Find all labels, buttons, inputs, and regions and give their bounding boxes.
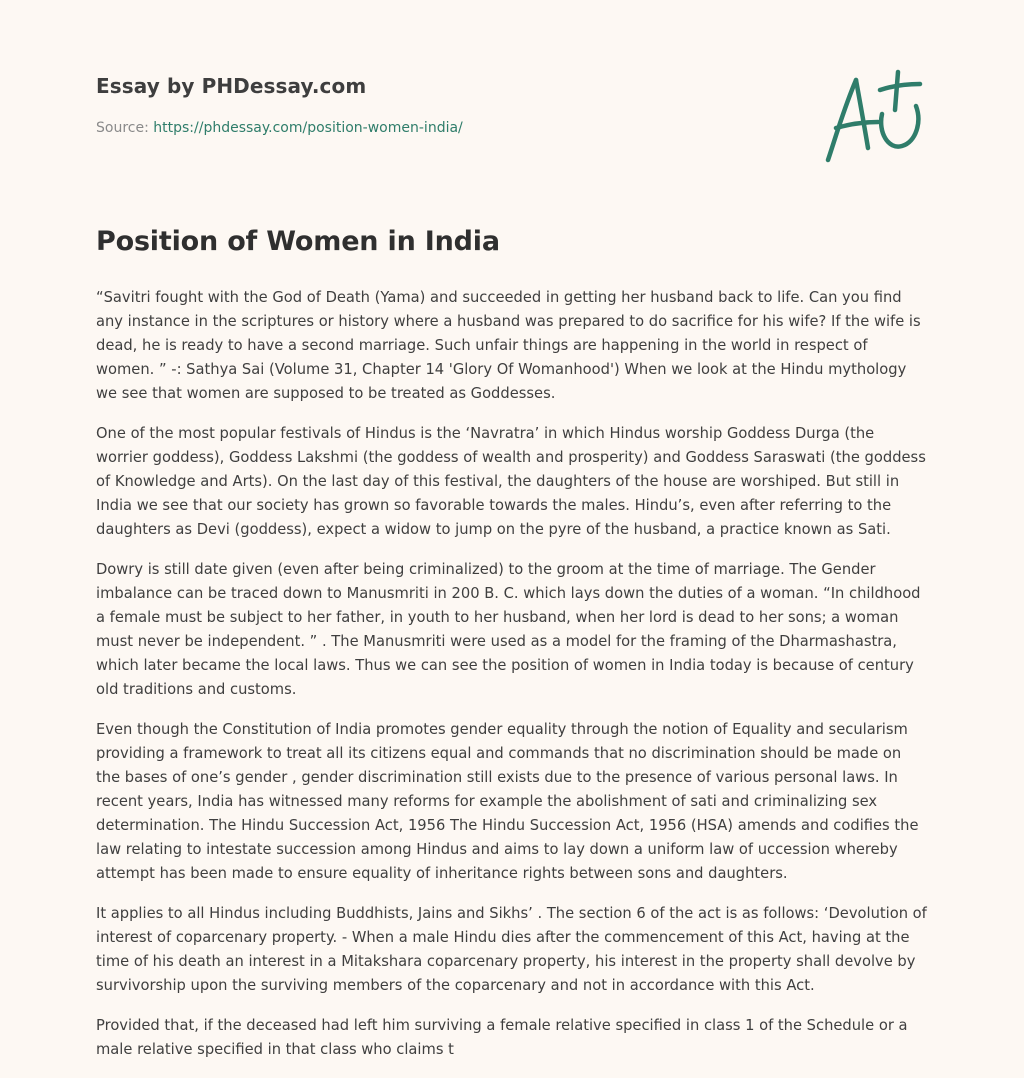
essay-paragraph: Dowry is still date given (even after being criminalized) to the groom at the time of marriage. The Gender imbalance can be traced down to Manusmriti in 200 B. C. which lays down the duties of a woman. “In childhood a female must be subject to her father, in youth to her husband, when her lord is dead to her sons; a woman must never be independent. ” . The Manusmriti were used as a model for the framing of the Dharmashastra, which later became the local laws. Thus we can see the position of women in India today is because of century old traditions and customs. — [96, 561, 921, 698]
essay-body — [96, 286, 928, 1078]
source-line — [96, 120, 796, 136]
essay-paragraph: Even though the Constitution of India promotes gender equality through the notion of Equality and secularism providing a framework to treat all its citizens equal and commands that no discrimination should be made on the bases of one’s gender , gender discrimination still exists due to the presence of various personal laws. In recent years, India has witnessed many reforms for example the abolishment of sati and criminalizing sex determination. The Hindu Succession Act, 1956 The Hindu Succession Act, 1956 (HSA) amends and codifies the law relating to intestate succession among Hindus and aims to lay down a uniform law of uccession whereby attempt has been made to ensure equality of inheritance rights between sons and daughters. — [96, 721, 919, 882]
essay-paragraph: “Savitri fought with the God of Death (Yama) and succeeded in getting her husband back to life. Can you find any instance in the scriptures or history where a husband was prepared to do sacrifice for his wife? If the wife is dead, he is ready to have a second marriage. Such unfair things are happening in the world in respect of women. ” -: Sathya Sai (Volume 31, Chapter 14 'Glory Of Womanhood') When we look at the Hindu mythology we see that women are supposed to be treated as Goddesses. — [96, 289, 921, 402]
source-label: Source: — [96, 120, 154, 136]
page-header — [96, 74, 796, 136]
essay-paragraph: Provided that, if the deceased had left him surviving a female relative specified in class 1 of the Schedule or a male relative specified in that class who claims t — [96, 1017, 908, 1058]
source-link[interactable]: https://phdessay.com/position-women-india/ — [153, 120, 463, 136]
a-plus-grade-icon — [822, 66, 926, 166]
site-title: Essay by PHDessay.com — [96, 74, 367, 98]
essay-paragraph: One of the most popular festivals of Hindus is the ‘Navratra’ in which Hindus worship Goddess Durga (the worrier goddess), Goddess Lakshmi (the goddess of wealth and prosperity) and Goddess Saraswati (the goddess of Knowledge and Arts). On the last day of this festival, the daughters of the house are worshiped. But still in India we see that our society has grown so favorable towards the males. Hindu’s, even after referring to the daughters as Devi (goddess), expect a widow to jump on the pyre of the husband, a practice known as Sati. — [96, 425, 926, 538]
essay-paragraph: It applies to all Hindus including Buddhists, Jains and Sikhs’ . The section 6 of the act is as follows: ‘Devolution of interest of coparcenary property. - When a male Hindu dies after the commencement of this Act, having at the time of his death an interest in a Mitakshara coparcenary property, his interest in the property shall devolve by survivorship upon the surviving members of the coparcenary and not in accordance with this Act. — [96, 905, 927, 994]
essay-title: Position of Women in India — [96, 226, 500, 257]
